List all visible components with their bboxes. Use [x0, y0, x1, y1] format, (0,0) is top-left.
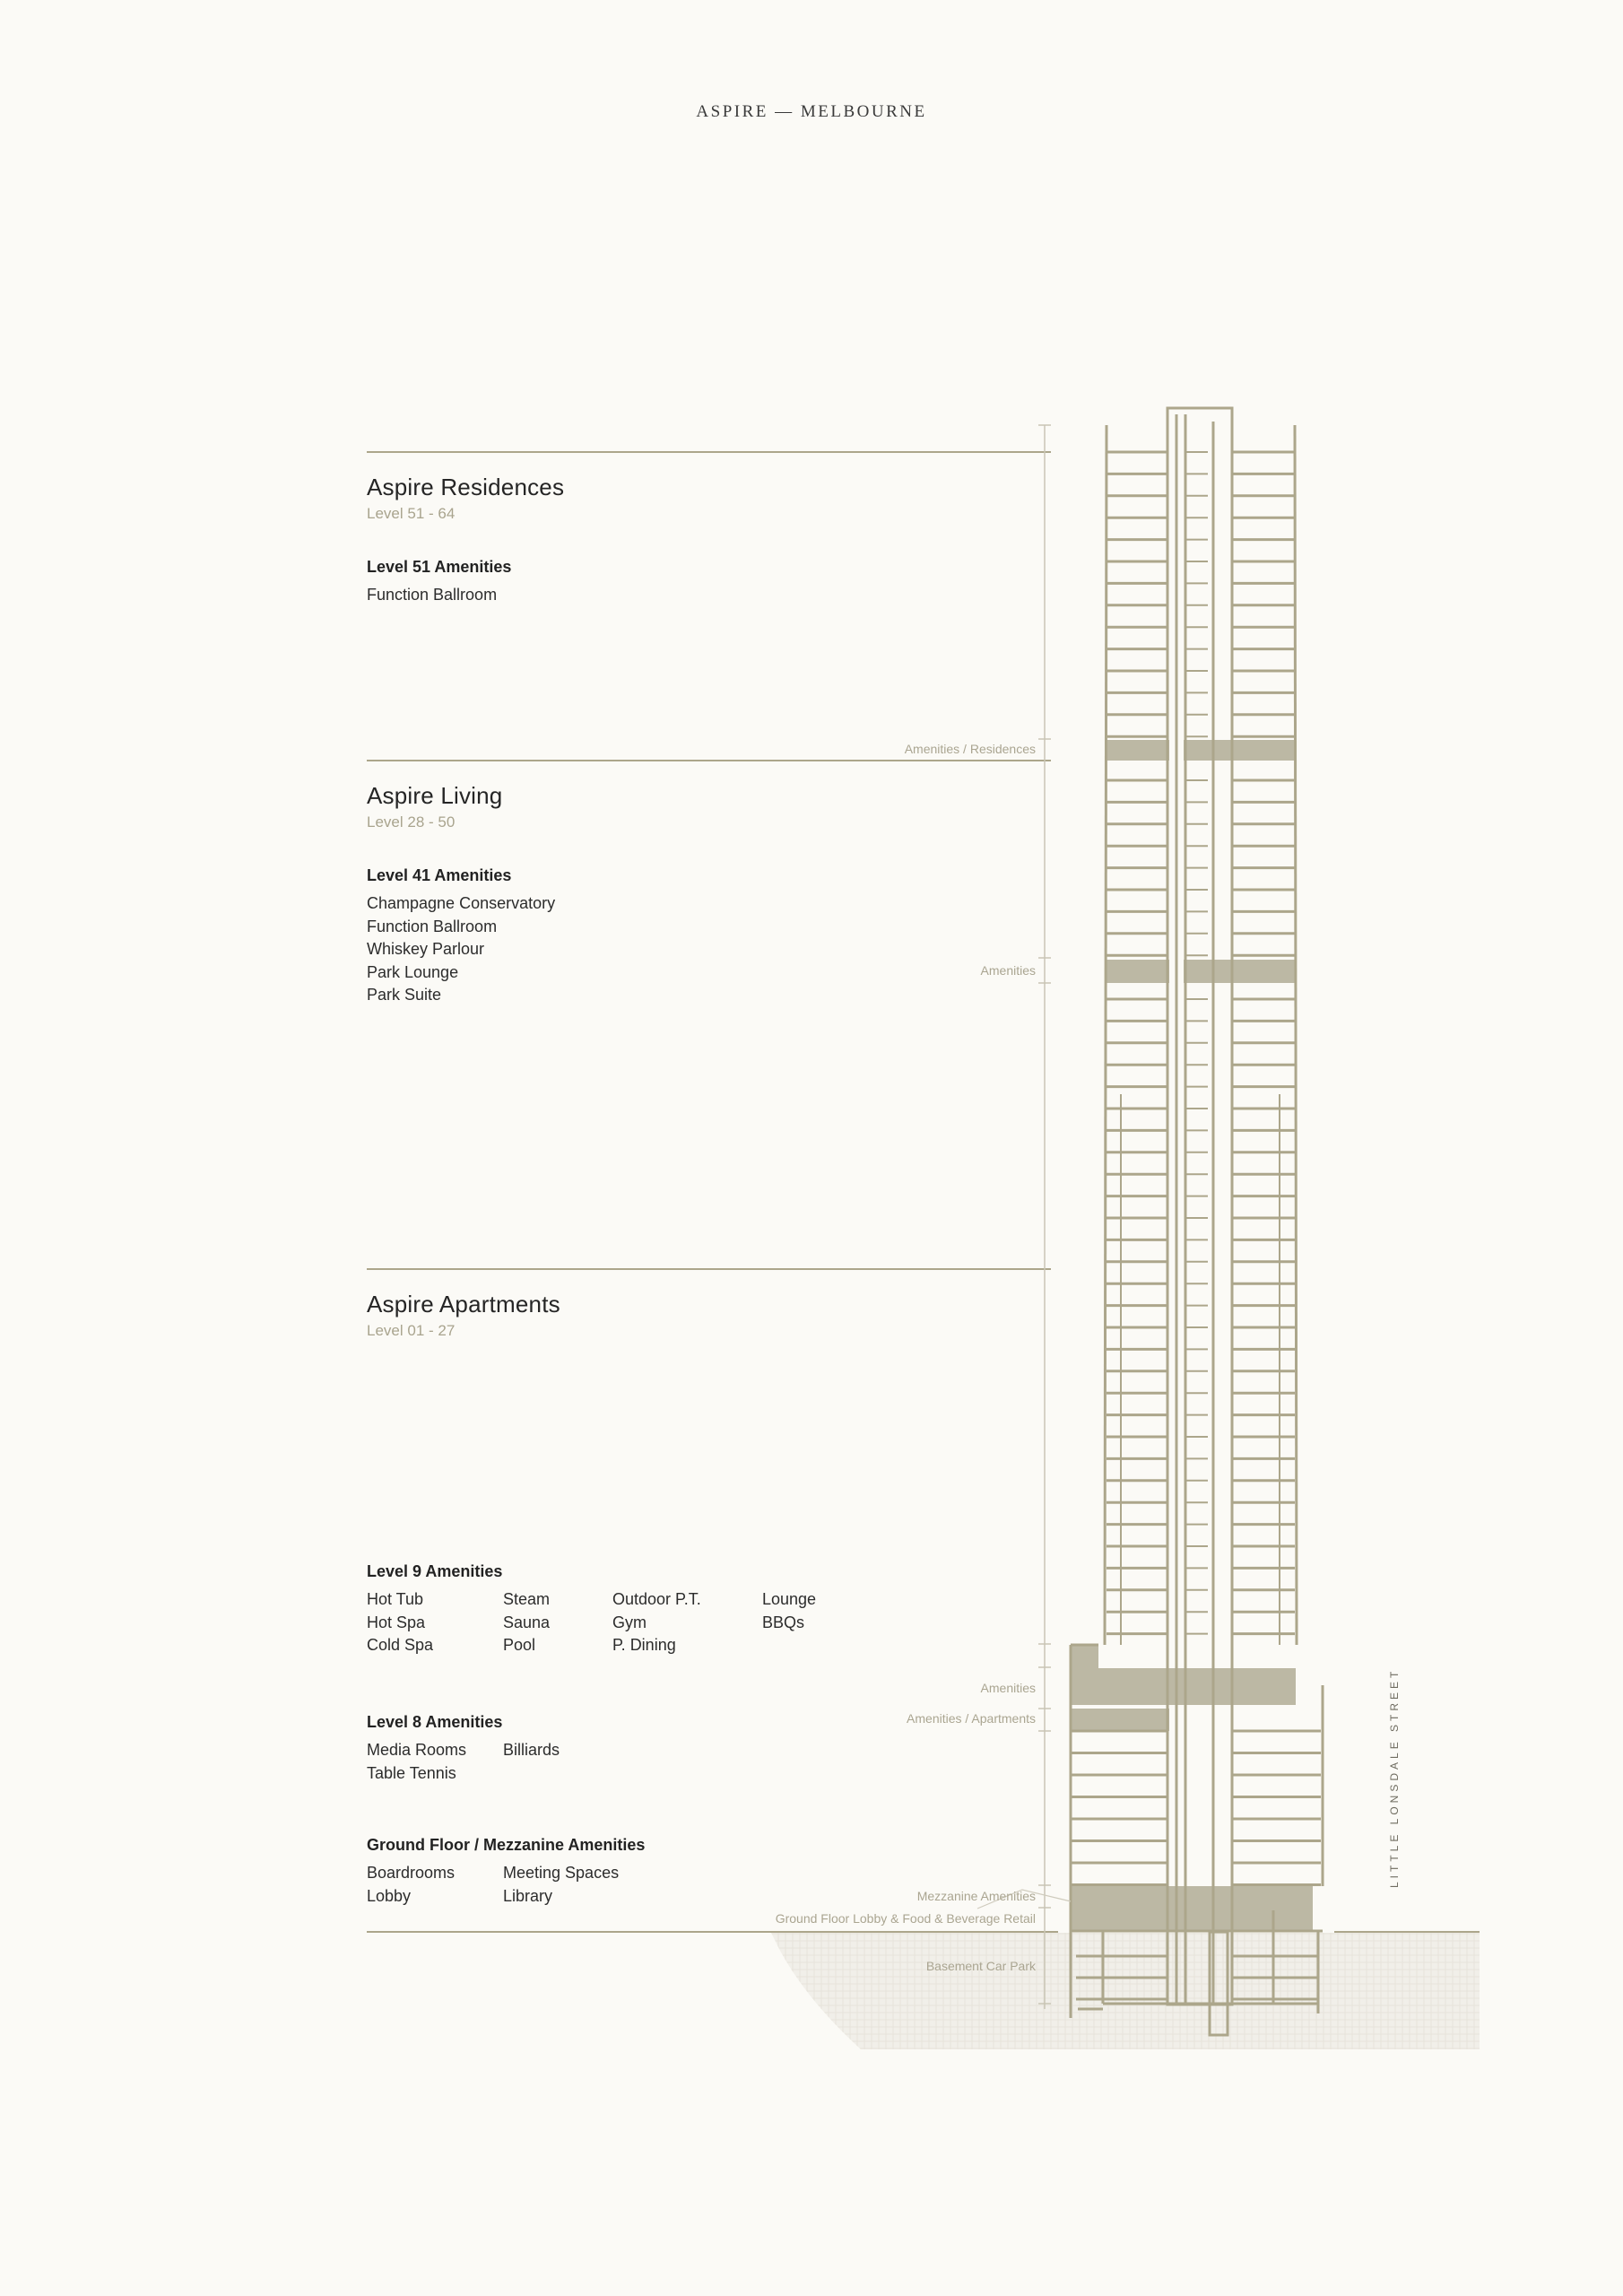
section-title: Aspire Residences [367, 474, 565, 500]
section-title: Aspire Living [367, 782, 503, 809]
amenity-item: Cold Spa [367, 1636, 434, 1654]
level8-amenities-heading: Level 8 Amenities [367, 1713, 503, 1731]
amenity-item [503, 1762, 647, 1786]
page-title: ASPIRE — MELBOURNE [696, 102, 927, 121]
section-living [367, 782, 502, 831]
section-residences [367, 474, 564, 523]
ground-amenities-grid [367, 1862, 682, 1908]
amenities-heading: Level 41 Amenities [367, 866, 512, 884]
amenity-item: Gym [612, 1613, 647, 1631]
amenity-item: Champagne Conservatory [367, 894, 556, 912]
label-ground-floor: Ground Floor Lobby & Food & Beverage Retail [775, 1911, 1036, 1926]
section-levels: Level 01 - 27 [367, 1322, 456, 1339]
label-mezzanine: Mezzanine Amenities [916, 1889, 1036, 1903]
section-apartments [367, 1291, 560, 1340]
label-amenities-level41: Amenities [980, 963, 1036, 978]
ground-hatch [771, 1933, 1480, 2049]
section-title: Aspire Apartments [367, 1291, 560, 1318]
amenities-list [367, 892, 555, 1007]
level9-amenities-heading: Level 9 Amenities [367, 1562, 503, 1580]
amenity-item: Hot Spa [367, 1613, 426, 1631]
amenity-item: Function Ballroom [367, 586, 498, 604]
amenities-list [367, 584, 497, 607]
label-amenities-residences: Amenities / Residences [904, 742, 1036, 756]
amenity-item [762, 1634, 870, 1657]
amenity-item: Whiskey Parlour [367, 940, 485, 958]
amenity-item: Media Rooms [367, 1741, 467, 1759]
amenity-item: BBQs [762, 1613, 805, 1631]
label-amenities-level9: Amenities [980, 1681, 1036, 1695]
amenity-item: Table Tennis [367, 1763, 456, 1782]
amenity-item: Park Suite [367, 986, 442, 1004]
amenity-item: Billiards [503, 1741, 560, 1759]
amenity-item: Lounge [762, 1590, 817, 1608]
amenity-item: Outdoor P.T. [612, 1590, 701, 1608]
amenity-item: Function Ballroom [367, 917, 498, 935]
label-amenities-apartments: Amenities / Apartments [907, 1711, 1036, 1726]
section-levels: Level 51 - 64 [367, 505, 456, 522]
amenity-item: P. Dining [612, 1636, 676, 1654]
amenity-item: Pool [503, 1636, 536, 1654]
ground-amenities-heading: Ground Floor / Mezzanine Amenities [367, 1836, 646, 1854]
amenity-item: Meeting Spaces [503, 1864, 620, 1882]
street-label: LITTLE LONSDALE STREET [1388, 1667, 1401, 1888]
level9-amenities-grid [367, 1588, 870, 1657]
amenity-item: Lobby [367, 1886, 412, 1905]
amenities-heading: Level 51 Amenities [367, 558, 512, 576]
amenity-item: Park Lounge [367, 962, 459, 981]
level8-amenities-grid [367, 1739, 647, 1785]
amenity-item: Library [503, 1886, 553, 1905]
label-basement: Basement Car Park [925, 1959, 1036, 1973]
section-levels: Level 28 - 50 [367, 813, 456, 831]
amenity-item: Boardrooms [367, 1864, 456, 1882]
amenity-item: Hot Tub [367, 1590, 424, 1608]
amenity-item: Steam [503, 1590, 551, 1608]
amenity-item: Sauna [503, 1613, 551, 1631]
